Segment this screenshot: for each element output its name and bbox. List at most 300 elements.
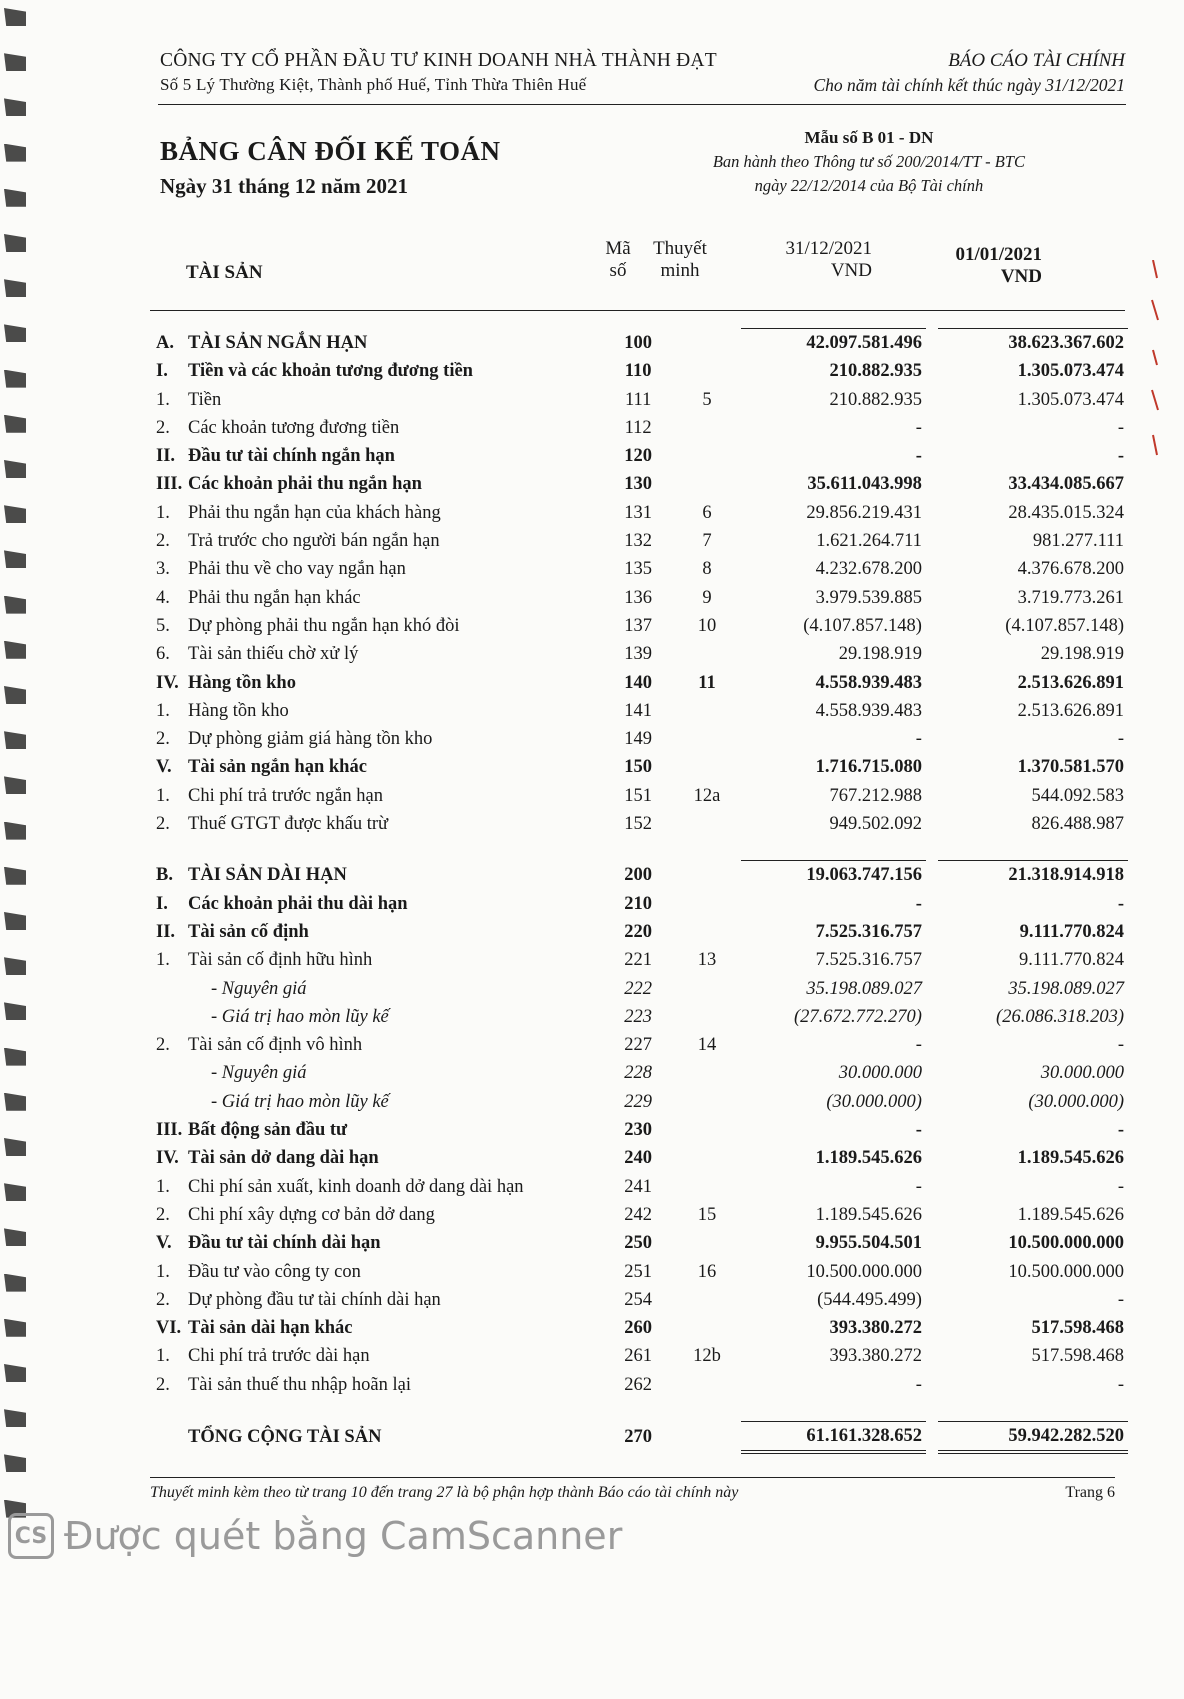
row-label-text: - Giá trị hao mòn lũy kế xyxy=(211,1006,389,1027)
footer-divider xyxy=(150,1477,1115,1478)
binding-hole-mark xyxy=(4,53,26,71)
row-label xyxy=(156,861,604,890)
row-number: 2. xyxy=(156,531,170,552)
row-code: 251 xyxy=(624,1261,653,1282)
table-row xyxy=(156,357,1128,385)
row-code: 270 xyxy=(624,1426,653,1447)
binding-hole-mark xyxy=(4,957,26,975)
row-label xyxy=(156,1116,604,1144)
row-note xyxy=(673,697,742,725)
row-code: 112 xyxy=(624,417,652,438)
row-label-text: Dự phòng phải thu ngắn hạn khó đòi xyxy=(188,615,460,636)
row-note xyxy=(673,329,742,358)
row-value-current: 1.189.545.626 xyxy=(815,1148,922,1169)
row-note: 11 xyxy=(698,672,716,693)
binding-hole-mark xyxy=(4,1048,26,1066)
row-note: 10 xyxy=(697,615,717,636)
row-label xyxy=(156,1314,604,1342)
table-row xyxy=(156,1258,1128,1286)
row-value-current: - xyxy=(915,417,922,438)
row-value-prior: - xyxy=(1117,1289,1124,1310)
row-code: 250 xyxy=(624,1233,653,1254)
row-value-current: 7.525.316.757 xyxy=(815,950,922,971)
section-spacer xyxy=(156,838,1128,861)
row-value-prior: - xyxy=(1117,417,1124,438)
col-header-note-2: minh xyxy=(660,260,700,281)
row-label xyxy=(156,386,604,414)
row-label xyxy=(156,782,604,810)
row-label xyxy=(156,1421,604,1452)
binding-hole-mark xyxy=(4,596,26,614)
row-value-current: - xyxy=(915,1120,922,1141)
table-row xyxy=(156,640,1128,668)
row-value-prior: 10.500.000.000 xyxy=(1008,1233,1124,1254)
row-label-text: Tài sản dài hạn khác xyxy=(188,1318,353,1339)
form-line-2: ngày 22/12/2014 của Bộ Tài chính xyxy=(754,176,984,195)
row-label-text: Hàng tồn kho xyxy=(188,672,296,693)
row-label xyxy=(156,1144,604,1172)
row-note xyxy=(673,753,742,781)
row-note xyxy=(673,1088,742,1116)
table-row xyxy=(156,1371,1128,1399)
row-label xyxy=(156,640,604,668)
row-code: 130 xyxy=(624,474,653,495)
row-label xyxy=(156,1342,604,1370)
row-value-prior: 59.942.282.520 xyxy=(938,1421,1128,1452)
table-row xyxy=(156,1229,1128,1257)
row-code: 131 xyxy=(624,502,653,523)
section-spacer xyxy=(156,1399,1128,1422)
row-note: 9 xyxy=(702,587,712,608)
row-number: III. xyxy=(156,1120,183,1141)
row-label xyxy=(156,414,604,442)
row-value-current: 30.000.000 xyxy=(838,1063,922,1084)
table-row xyxy=(156,1116,1128,1144)
row-value-prior: 2.513.626.891 xyxy=(1017,672,1124,693)
header-divider xyxy=(158,104,1126,105)
row-note xyxy=(673,357,742,385)
row-value-current: 3.979.539.885 xyxy=(815,587,922,608)
row-label-text: Chi phí sản xuất, kinh doanh dở dang dài hạn xyxy=(188,1176,524,1197)
row-value-prior: - xyxy=(1117,729,1124,750)
row-number: V. xyxy=(156,1233,172,1254)
row-code: 110 xyxy=(624,361,652,382)
binding-hole-mark xyxy=(4,234,26,252)
row-label xyxy=(156,946,604,974)
table-row xyxy=(156,861,1128,890)
binding-hole-mark xyxy=(4,550,26,568)
row-label-text: TỔNG CỘNG TÀI SẢN xyxy=(188,1426,382,1447)
row-label-text: Các khoản tương đương tiền xyxy=(188,417,400,438)
row-note xyxy=(673,1116,742,1144)
binding-hole-mark xyxy=(4,1364,26,1382)
row-value-prior: (26.086.318.203) xyxy=(996,1006,1124,1027)
row-note xyxy=(673,1173,742,1201)
col-header-prior-date: 01/01/2021 xyxy=(955,244,1042,265)
row-number: 2. xyxy=(156,417,170,438)
table-row xyxy=(156,1421,1128,1452)
table-row xyxy=(156,1003,1128,1031)
col-header-code xyxy=(594,238,642,282)
row-number: VI. xyxy=(156,1318,182,1339)
col-header-code-1: Mã xyxy=(605,238,631,259)
row-note xyxy=(673,861,742,890)
row-value-prior: 30.000.000 xyxy=(1040,1063,1124,1084)
row-label-text: Phải thu ngắn hạn của khách hàng xyxy=(188,502,441,523)
row-value-current: - xyxy=(915,1374,922,1395)
row-label xyxy=(156,1003,604,1031)
row-value-current: - xyxy=(915,1176,922,1197)
row-note: 12b xyxy=(693,1346,721,1367)
row-number: V. xyxy=(156,757,172,778)
row-value-prior: - xyxy=(1117,1176,1124,1197)
row-value-current: 393.380.272 xyxy=(829,1346,922,1367)
row-label-text: Phải thu ngắn hạn khác xyxy=(188,587,361,608)
binding-hole-mark xyxy=(4,324,26,342)
row-number: III. xyxy=(156,474,183,495)
row-label-text: Chi phí trả trước dài hạn xyxy=(188,1346,370,1367)
row-label-text: - Giá trị hao mòn lũy kế xyxy=(211,1091,389,1112)
row-note: 12a xyxy=(693,785,721,806)
row-value-prior: - xyxy=(1117,446,1124,467)
row-label-text: - Nguyên giá xyxy=(211,978,307,999)
company-name: CÔNG TY CỔ PHẦN ĐẦU TƯ KINH DOANH NHÀ THÀNH ĐẠT xyxy=(160,50,717,71)
row-number: 1. xyxy=(156,1176,170,1197)
report-type: BÁO CÁO TÀI CHÍNH xyxy=(948,50,1125,71)
row-number: II. xyxy=(156,446,176,467)
row-label xyxy=(156,555,604,583)
row-label-text: Tài sản thuế thu nhập hoãn lại xyxy=(188,1374,411,1395)
row-value-current: 4.232.678.200 xyxy=(815,559,922,580)
row-code: 220 xyxy=(624,921,653,942)
row-label-text: Tài sản cố định hữu hình xyxy=(188,950,373,971)
row-value-prior: 1.305.073.474 xyxy=(1017,361,1124,382)
row-label xyxy=(156,669,604,697)
row-value-current: 393.380.272 xyxy=(829,1318,922,1339)
row-value-current: 9.955.504.501 xyxy=(815,1233,922,1254)
report-header xyxy=(813,50,1125,96)
row-label xyxy=(156,1059,604,1087)
table-row xyxy=(156,527,1128,555)
row-number: 2. xyxy=(156,1374,170,1395)
row-note: 14 xyxy=(697,1035,717,1056)
row-number: 1. xyxy=(156,389,170,410)
row-code: 210 xyxy=(624,893,653,914)
row-number: 4. xyxy=(156,587,170,608)
row-number: I. xyxy=(156,893,168,914)
row-label xyxy=(156,810,604,838)
row-value-current: (27.672.772.270) xyxy=(793,1006,922,1027)
table-row xyxy=(156,782,1128,810)
row-value-prior: 1.370.581.570 xyxy=(1017,757,1124,778)
row-note xyxy=(673,810,742,838)
row-label-text: Thuế GTGT được khấu trừ xyxy=(188,814,389,835)
binding-hole-mark xyxy=(4,8,26,26)
row-value-current: 35.611.043.998 xyxy=(807,474,922,495)
table-row xyxy=(156,1059,1128,1087)
binding-hole-mark xyxy=(4,1093,26,1111)
row-label xyxy=(156,357,604,385)
row-value-prior: (4.107.857.148) xyxy=(1005,615,1124,636)
row-number: 1. xyxy=(156,502,170,523)
col-header-prior xyxy=(910,244,1042,288)
row-note xyxy=(673,1003,742,1031)
table-row xyxy=(156,442,1128,470)
table-row xyxy=(156,669,1128,697)
col-header-note xyxy=(646,238,714,282)
binding-hole-mark xyxy=(4,189,26,207)
table-row xyxy=(156,918,1128,946)
row-value-current: 19.063.747.156 xyxy=(741,861,926,890)
red-stamp-edge xyxy=(1150,260,1160,460)
row-label xyxy=(156,1031,604,1059)
row-code: 222 xyxy=(624,978,653,999)
balance-sheet-table xyxy=(156,328,1128,1454)
row-value-prior: 3.719.773.261 xyxy=(1017,587,1124,608)
row-code: 132 xyxy=(624,531,653,552)
row-value-current: 29.856.219.431 xyxy=(806,502,922,523)
table-row xyxy=(156,612,1128,640)
row-value-prior: 1.305.073.474 xyxy=(1017,389,1124,410)
row-value-prior: 38.623.367.602 xyxy=(938,329,1128,358)
row-note xyxy=(673,918,742,946)
row-value-prior: 33.434.085.667 xyxy=(1008,474,1124,495)
binding-hole-mark xyxy=(4,1409,26,1427)
camscanner-watermark xyxy=(8,1510,622,1562)
row-label-text: Dự phòng đầu tư tài chính dài hạn xyxy=(188,1289,441,1310)
row-code: 241 xyxy=(624,1176,653,1197)
page-number: Trang 6 xyxy=(1065,1484,1115,1501)
row-value-prior: 28.435.015.324 xyxy=(1008,502,1124,523)
row-label-text: Trả trước cho người bán ngắn hạn xyxy=(188,531,440,552)
row-value-current: 42.097.581.496 xyxy=(741,329,926,358)
row-code: 136 xyxy=(624,587,653,608)
row-label-text: Tài sản dở dang dài hạn xyxy=(188,1148,379,1169)
binding-hole-mark xyxy=(4,370,26,388)
binding-hole-mark xyxy=(4,98,26,116)
row-value-prior: - xyxy=(1117,1035,1124,1056)
table-row xyxy=(156,975,1128,1003)
row-number: 1. xyxy=(156,950,170,971)
row-value-prior: 981.277.111 xyxy=(1032,531,1124,552)
row-label-text: Tiền và các khoản tương đương tiền xyxy=(188,361,473,382)
watermark-text: Được quét bằng CamScanner xyxy=(64,1514,623,1558)
row-label xyxy=(156,890,604,918)
row-code: 200 xyxy=(624,865,653,886)
table-row xyxy=(156,1144,1128,1172)
binding-hole-mark xyxy=(4,867,26,885)
row-note: 8 xyxy=(702,559,712,580)
row-value-prior: 4.376.678.200 xyxy=(1017,559,1124,580)
row-note xyxy=(673,414,742,442)
row-value-current: 1.716.715.080 xyxy=(815,757,922,778)
row-code: 254 xyxy=(624,1289,653,1310)
row-number: 5. xyxy=(156,615,170,636)
binding-hole-mark xyxy=(4,1138,26,1156)
row-value-current: 4.558.939.483 xyxy=(815,672,922,693)
binding-hole-mark xyxy=(4,1002,26,1020)
col-header-code-2: số xyxy=(609,260,627,281)
row-code: 139 xyxy=(624,644,653,665)
row-label-text: Đầu tư tài chính dài hạn xyxy=(188,1233,381,1254)
row-label-text: Đầu tư tài chính ngắn hạn xyxy=(188,446,395,467)
row-code: 135 xyxy=(624,559,653,580)
row-label-text: Đầu tư vào công ty con xyxy=(188,1261,361,1282)
row-note xyxy=(673,975,742,1003)
table-row xyxy=(156,1031,1128,1059)
row-label-text: - Nguyên giá xyxy=(211,1063,307,1084)
row-note: 16 xyxy=(697,1261,717,1282)
row-label-text: Chi phí xây dựng cơ bản dở dang xyxy=(188,1204,435,1225)
binding-hole-mark xyxy=(4,505,26,523)
row-note xyxy=(673,442,742,470)
row-number: 2. xyxy=(156,729,170,750)
row-value-prior: 517.598.468 xyxy=(1031,1318,1124,1339)
row-number: B. xyxy=(156,865,173,886)
row-note: 13 xyxy=(697,950,717,971)
row-value-current: 767.212.988 xyxy=(829,785,922,806)
row-label-text: Tài sản cố định xyxy=(188,921,309,942)
row-note: 5 xyxy=(702,389,712,410)
company-header xyxy=(160,50,717,95)
row-value-current: 35.198.089.027 xyxy=(806,978,922,999)
row-number: 3. xyxy=(156,559,170,580)
row-value-prior: (30.000.000) xyxy=(1028,1091,1124,1112)
row-code: 260 xyxy=(624,1318,653,1339)
row-value-current: (30.000.000) xyxy=(826,1091,922,1112)
row-note xyxy=(673,1371,742,1399)
row-label xyxy=(156,1229,604,1257)
row-value-prior: 35.198.089.027 xyxy=(1008,978,1124,999)
row-label xyxy=(156,1201,604,1229)
document-date: Ngày 31 tháng 12 năm 2021 xyxy=(160,174,408,198)
row-code: 151 xyxy=(624,785,653,806)
table-row xyxy=(156,499,1128,527)
table-row xyxy=(156,470,1128,498)
row-label-text: Tài sản thiếu chờ xử lý xyxy=(188,644,359,665)
table-row xyxy=(156,1201,1128,1229)
col-header-current-date: 31/12/2021 xyxy=(785,238,872,259)
row-value-prior: 10.500.000.000 xyxy=(1008,1261,1124,1282)
row-number: 1. xyxy=(156,1261,170,1282)
row-code: 223 xyxy=(624,1006,653,1027)
row-label-text: Bất động sản đầu tư xyxy=(188,1120,348,1141)
row-value-current: 29.198.919 xyxy=(838,644,922,665)
row-value-current: 949.502.092 xyxy=(829,814,922,835)
table-row xyxy=(156,386,1128,414)
table-row xyxy=(156,1286,1128,1314)
row-label xyxy=(156,442,604,470)
row-label-text: Tài sản cố định vô hình xyxy=(188,1035,363,1056)
binding-hole-mark xyxy=(4,822,26,840)
table-row xyxy=(156,329,1128,358)
row-code: 150 xyxy=(624,757,653,778)
table-row xyxy=(156,584,1128,612)
binding-hole-mark xyxy=(4,460,26,478)
row-code: 242 xyxy=(624,1204,653,1225)
row-value-current: 10.500.000.000 xyxy=(806,1261,922,1282)
row-note: 15 xyxy=(697,1204,717,1225)
form-reference xyxy=(713,128,1025,196)
row-label-text: Các khoản phải thu ngắn hạn xyxy=(188,474,422,495)
row-code: 228 xyxy=(624,1063,653,1084)
row-value-current: 210.882.935 xyxy=(829,361,922,382)
table-row xyxy=(156,890,1128,918)
row-code: 230 xyxy=(624,1120,653,1141)
row-label xyxy=(156,975,604,1003)
binding-hole-mark xyxy=(4,144,26,162)
row-value-current: 7.525.316.757 xyxy=(815,921,922,942)
footer-note: Thuyết minh kèm theo từ trang 10 đến trang 27 là bộ phận hợp thành Báo cáo tài chính này xyxy=(150,1484,739,1501)
company-address: Số 5 Lý Thường Kiệt, Thành phố Huế, Tỉnh Thừa Thiên Huế xyxy=(160,75,587,94)
binding-hole-mark xyxy=(4,1454,26,1472)
row-code: 140 xyxy=(624,672,653,693)
col-header-note-1: Thuyết xyxy=(653,238,707,259)
row-value-current: 61.161.328.652 xyxy=(741,1421,926,1452)
row-note xyxy=(673,725,742,753)
row-number: 2. xyxy=(156,1204,170,1225)
binding-hole-mark xyxy=(4,1183,26,1201)
binding-hole-mark xyxy=(4,1228,26,1246)
row-value-current: - xyxy=(915,893,922,914)
row-label xyxy=(156,499,604,527)
row-value-prior: 1.189.545.626 xyxy=(1017,1148,1124,1169)
binding-hole-mark xyxy=(4,912,26,930)
row-note xyxy=(673,1059,742,1087)
row-label xyxy=(156,527,604,555)
table-row xyxy=(156,697,1128,725)
table-row xyxy=(156,1342,1128,1370)
form-code: Mẫu số B 01 - DN xyxy=(804,128,934,147)
camscanner-logo-icon: CS xyxy=(8,1513,54,1559)
row-value-current: (544.495.499) xyxy=(817,1289,922,1310)
row-number: 2. xyxy=(156,1289,170,1310)
row-note xyxy=(673,1314,742,1342)
row-value-current: (4.107.857.148) xyxy=(803,615,922,636)
row-label xyxy=(156,753,604,781)
row-label xyxy=(156,329,604,358)
form-line-1: Ban hành theo Thông tư số 200/2014/TT - BTC xyxy=(712,152,1025,171)
row-note xyxy=(673,1286,742,1314)
row-value-prior: - xyxy=(1117,893,1124,914)
row-code: 100 xyxy=(624,332,653,353)
row-code: 240 xyxy=(624,1148,653,1169)
binding-hole-mark xyxy=(4,1319,26,1337)
row-number: II. xyxy=(156,921,176,942)
document-title: BẢNG CÂN ĐỐI KẾ TOÁN xyxy=(160,136,501,166)
row-label xyxy=(156,918,604,946)
row-note: 7 xyxy=(702,531,712,552)
row-value-current: 4.558.939.483 xyxy=(815,700,922,721)
table-row xyxy=(156,1173,1128,1201)
page-footer xyxy=(150,1484,1115,1502)
row-number: 6. xyxy=(156,644,170,665)
row-value-prior: 9.111.770.824 xyxy=(1019,921,1124,942)
row-number: I. xyxy=(156,361,168,382)
row-code: 261 xyxy=(624,1346,653,1367)
row-note: 6 xyxy=(702,502,712,523)
row-code: 152 xyxy=(624,814,653,835)
row-code: 262 xyxy=(624,1374,653,1395)
row-label-text: Hàng tồn kho xyxy=(188,700,289,721)
row-number: 1. xyxy=(156,785,170,806)
row-value-current: - xyxy=(915,1035,922,1056)
binding-hole-mark xyxy=(4,686,26,704)
table-row xyxy=(156,1314,1128,1342)
row-note xyxy=(673,470,742,498)
row-value-prior: 544.092.583 xyxy=(1031,785,1124,806)
table-row xyxy=(156,414,1128,442)
